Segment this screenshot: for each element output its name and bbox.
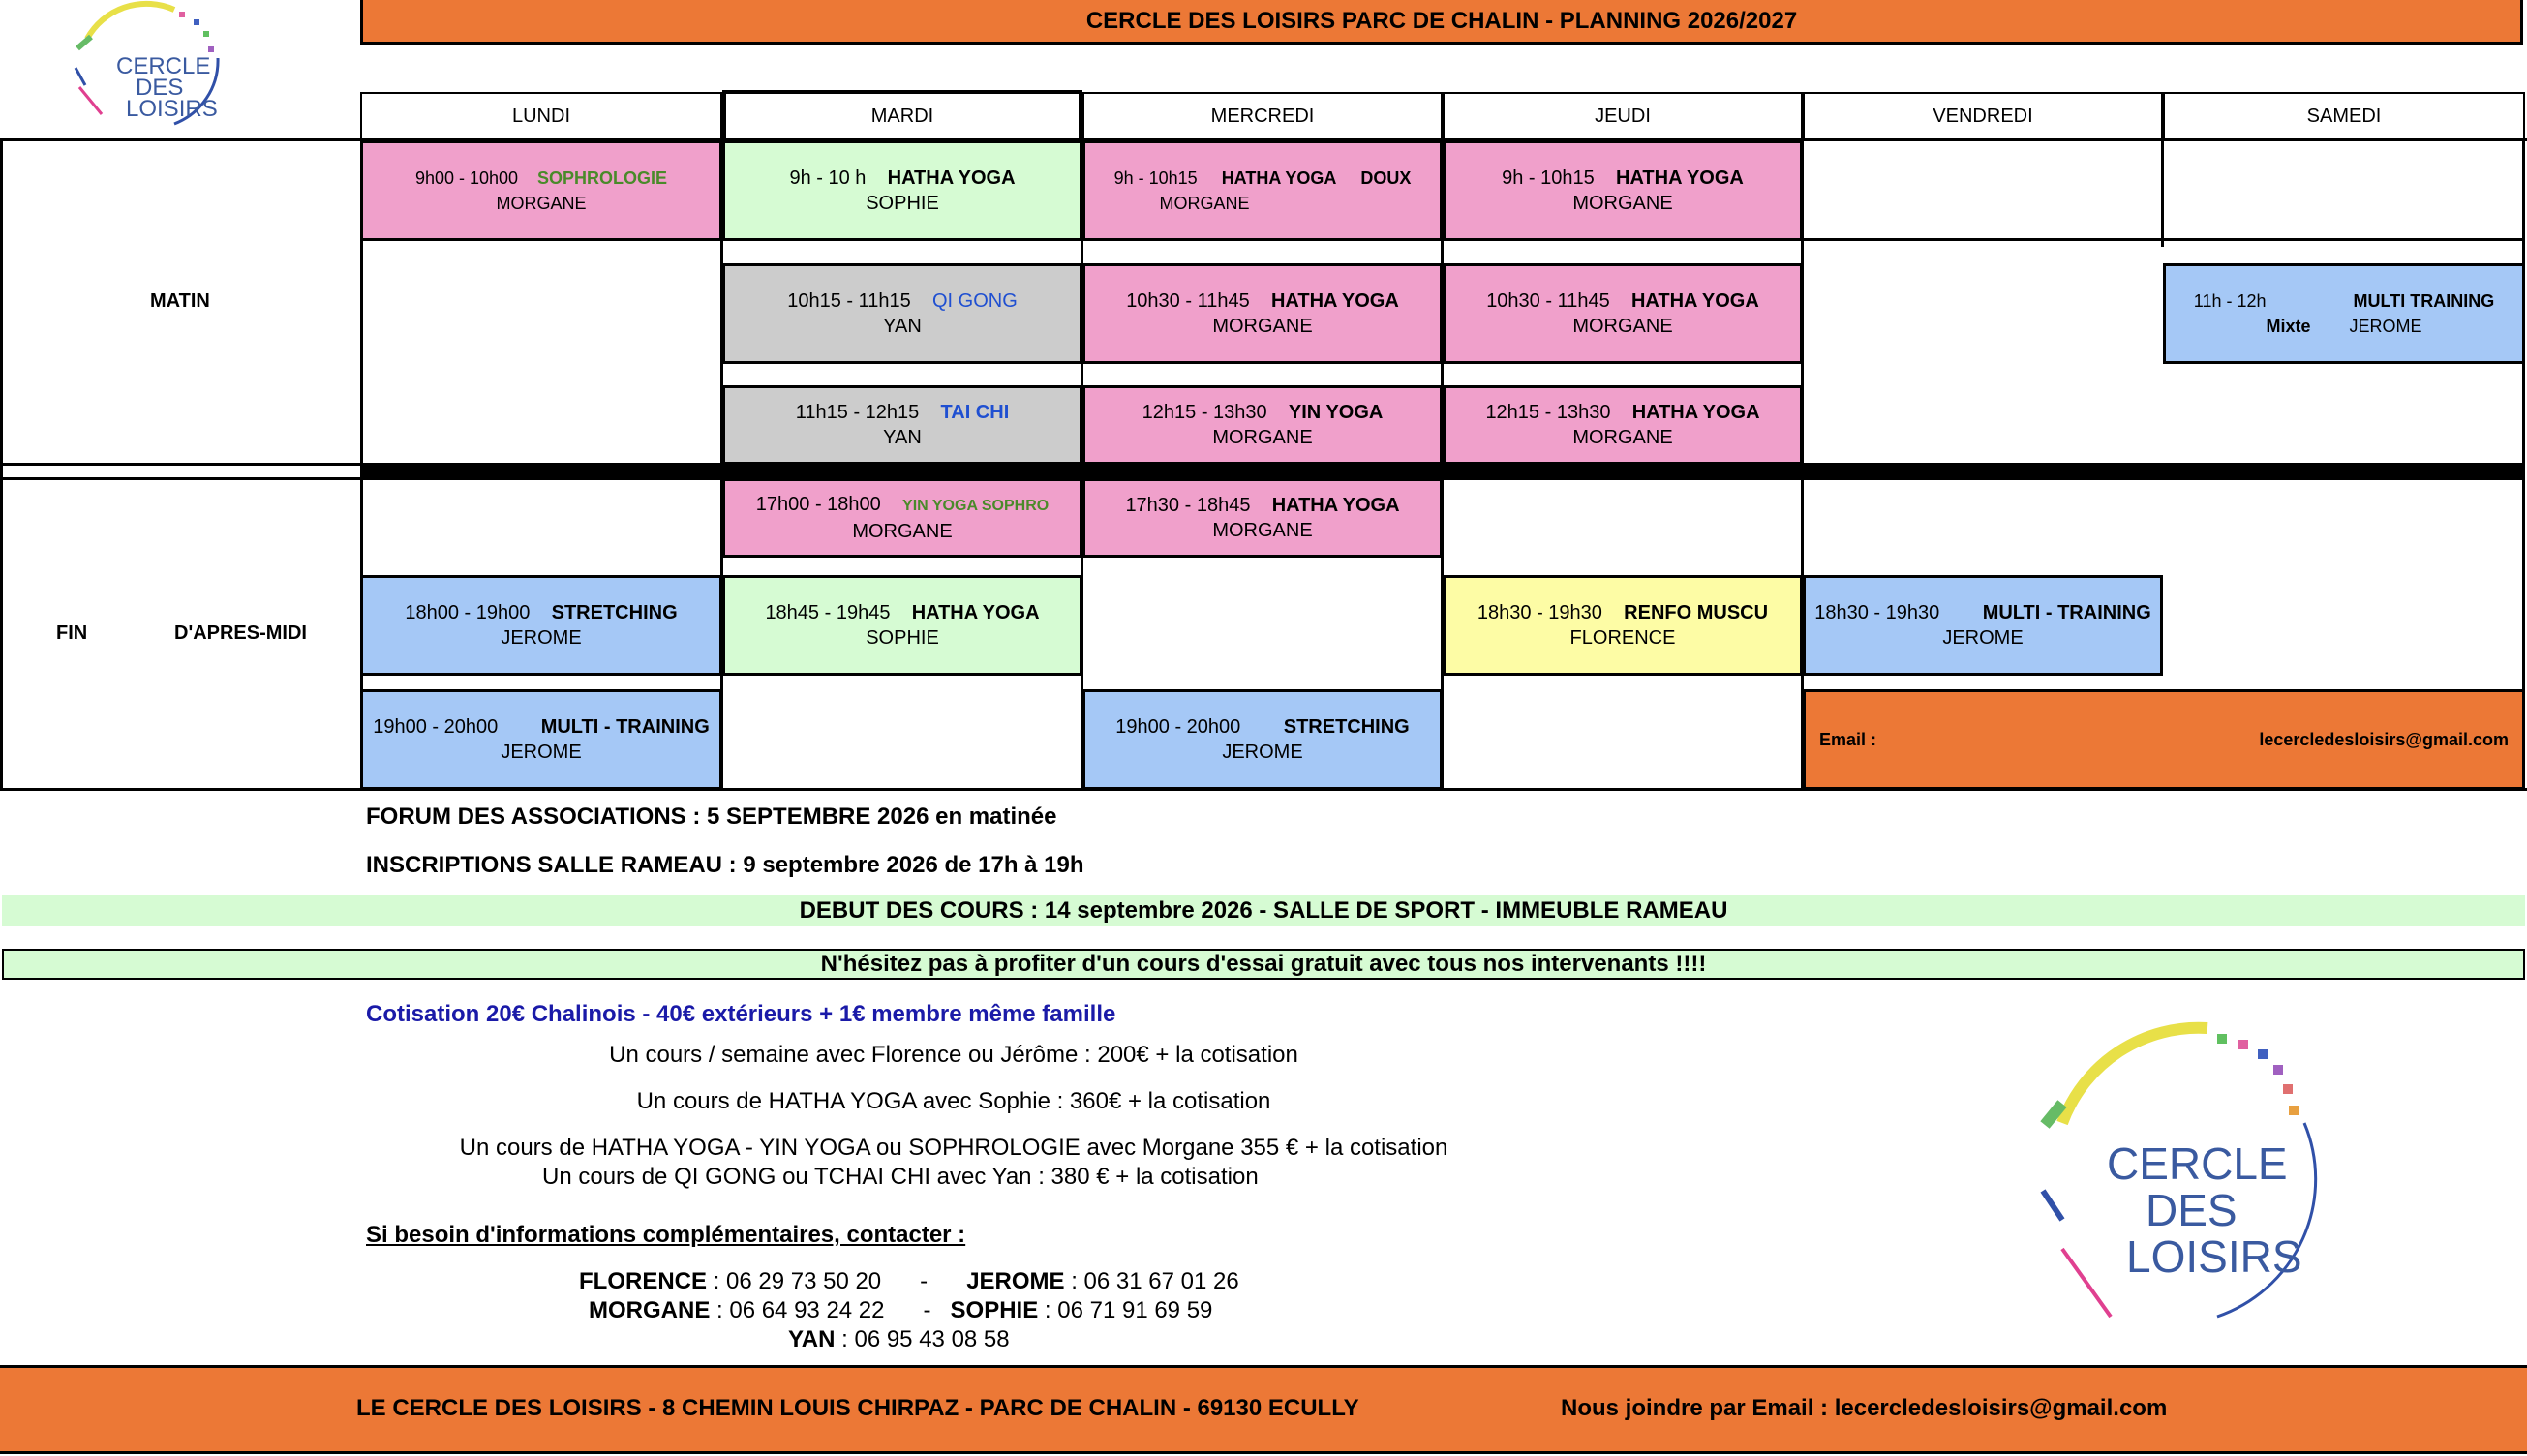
contact-line: FLORENCE : 06 29 73 50 20 - JEROME : 06 31 67 01 26 <box>579 1268 1239 1294</box>
contact-line: YAN : 06 95 43 08 58 <box>788 1326 1010 1352</box>
footer-email[interactable]: Nous joindre par Email : lecercledesloisirs@gmail.com <box>1561 1395 2168 1421</box>
class-cell: 18h30 - 19h30 MULTI - TRAINING JEROME <box>1803 575 2163 676</box>
class-cell: 11h - 12h MULTI TRAINING Mixte JEROME <box>2163 263 2525 364</box>
class-cell: 10h15 - 11h15 QI GONG YAN <box>722 263 1082 364</box>
period-matin: MATIN <box>150 290 210 312</box>
email-address[interactable]: lecercledesloisirs@gmail.com <box>2259 729 2509 749</box>
logo-text-3: LOISIRS <box>126 96 218 122</box>
day-header-samedi: SAMEDI <box>2163 92 2525 140</box>
frame-line <box>0 477 360 480</box>
col-line <box>2161 140 2164 247</box>
class-cell: 17h00 - 18h00 YIN YOGA SOPHRO MORGANE <box>722 478 1082 558</box>
frame-line <box>0 463 360 466</box>
price-line: Un cours de QI GONG ou TCHAI CHI avec Yan : 380 € + la cotisation <box>542 1164 1259 1190</box>
logo-large-text-2: DES <box>2146 1185 2238 1235</box>
day-header-jeudi: JEUDI <box>1443 92 1803 140</box>
forum-info: FORUM DES ASSOCIATIONS : 5 SEPTEMBRE 2026 en matinée <box>366 804 1057 830</box>
cercle-des-loisirs-logo-large <box>2024 1016 2372 1326</box>
footer-address: LE CERCLE DES LOISIRS - 8 CHEMIN LOUIS CHIRPAZ - PARC DE CHALIN - 69130 ECULLY <box>356 1395 1359 1421</box>
inscriptions-info: INSCRIPTIONS SALLE RAMEAU : 9 septembre 2026 de 17h à 19h <box>366 852 1084 878</box>
class-cell: 9h - 10h15 HATHA YOGA DOUX MORGANE <box>1082 140 1443 241</box>
contact-heading: Si besoin d'informations complémentaires, contacter : <box>366 1222 966 1248</box>
class-cell: 17h30 - 18h45 HATHA YOGA MORGANE <box>1082 478 1443 558</box>
day-header-vendredi: VENDREDI <box>1803 92 2163 140</box>
price-line: Un cours de HATHA YOGA - YIN YOGA ou SOPHROLOGIE avec Morgane 355 € + la cotisation <box>459 1135 1448 1161</box>
logo-text-1: CERCLE <box>116 53 211 79</box>
period-apres-midi: D'APRES-MIDI <box>174 622 307 644</box>
class-cell: 9h - 10h15 HATHA YOGA MORGANE <box>1443 140 1803 241</box>
email-cell <box>1803 689 2525 790</box>
class-cell: 9h00 - 10h00 SOPHROLOGIE MORGANE <box>360 140 722 241</box>
logo-large-text-3: LOISIRS <box>2126 1231 2302 1282</box>
class-cell: 11h15 - 12h15 TAI CHI YAN <box>722 385 1082 465</box>
class-cell: 18h00 - 19h00 STRETCHING JEROME <box>360 575 722 676</box>
class-cell: 18h45 - 19h45 HATHA YOGA SOPHIE <box>722 575 1082 676</box>
frame-right-line <box>2522 92 2525 791</box>
class-cell: 9h - 10 h HATHA YOGA SOPHIE <box>722 140 1082 241</box>
price-line: Un cours / semaine avec Florence ou Jérôme : 200€ + la cotisation <box>609 1042 1298 1068</box>
class-cell: 19h00 - 20h00 MULTI - TRAINING JEROME <box>360 689 722 790</box>
page-title: CERCLE DES LOISIRS PARC DE CHALIN - PLANNING 2026/2027 <box>360 0 2523 45</box>
midday-separator <box>360 463 2525 480</box>
footer <box>0 1365 2527 1454</box>
class-cell: 12h15 - 13h30 YIN YOGA MORGANE <box>1082 385 1443 465</box>
logo-large-text-1: CERCLE <box>2107 1138 2288 1189</box>
price-line: Un cours de HATHA YOGA avec Sophie : 360€ + la cotisation <box>636 1088 1271 1114</box>
class-cell: 18h30 - 19h30 RENFO MUSCU FLORENCE <box>1443 575 1803 676</box>
day-header-mardi: MARDI <box>722 90 1082 142</box>
essai-banner: N'hésitez pas à profiter d'un cours d'essai gratuit avec tous nos intervenants !!!! <box>2 949 2525 980</box>
debut-cours-banner: DEBUT DES COURS : 14 septembre 2026 - SALLE DE SPORT - IMMEUBLE RAMEAU <box>2 895 2525 926</box>
class-cell: 10h30 - 11h45 HATHA YOGA MORGANE <box>1443 263 1803 364</box>
class-cell: 12h15 - 13h30 HATHA YOGA MORGANE <box>1443 385 1803 465</box>
cercle-des-loisirs-logo <box>58 0 281 136</box>
class-cell: 10h30 - 11h45 HATHA YOGA MORGANE <box>1082 263 1443 364</box>
day-header-mercredi: MERCREDI <box>1082 92 1443 140</box>
cotisation-info: Cotisation 20€ Chalinois - 40€ extérieurs + 1€ membre même famille <box>366 1001 1116 1027</box>
contact-line: MORGANE : 06 64 93 24 22 - SOPHIE : 06 71 91 69 59 <box>589 1297 1213 1323</box>
class-cell: 19h00 - 20h00 STRETCHING JEROME <box>1082 689 1443 790</box>
email-label: Email : <box>1819 729 1877 749</box>
logo-text-2: DES <box>136 75 184 101</box>
period-fin: FIN <box>56 622 88 644</box>
day-header-lundi: LUNDI <box>360 92 722 140</box>
